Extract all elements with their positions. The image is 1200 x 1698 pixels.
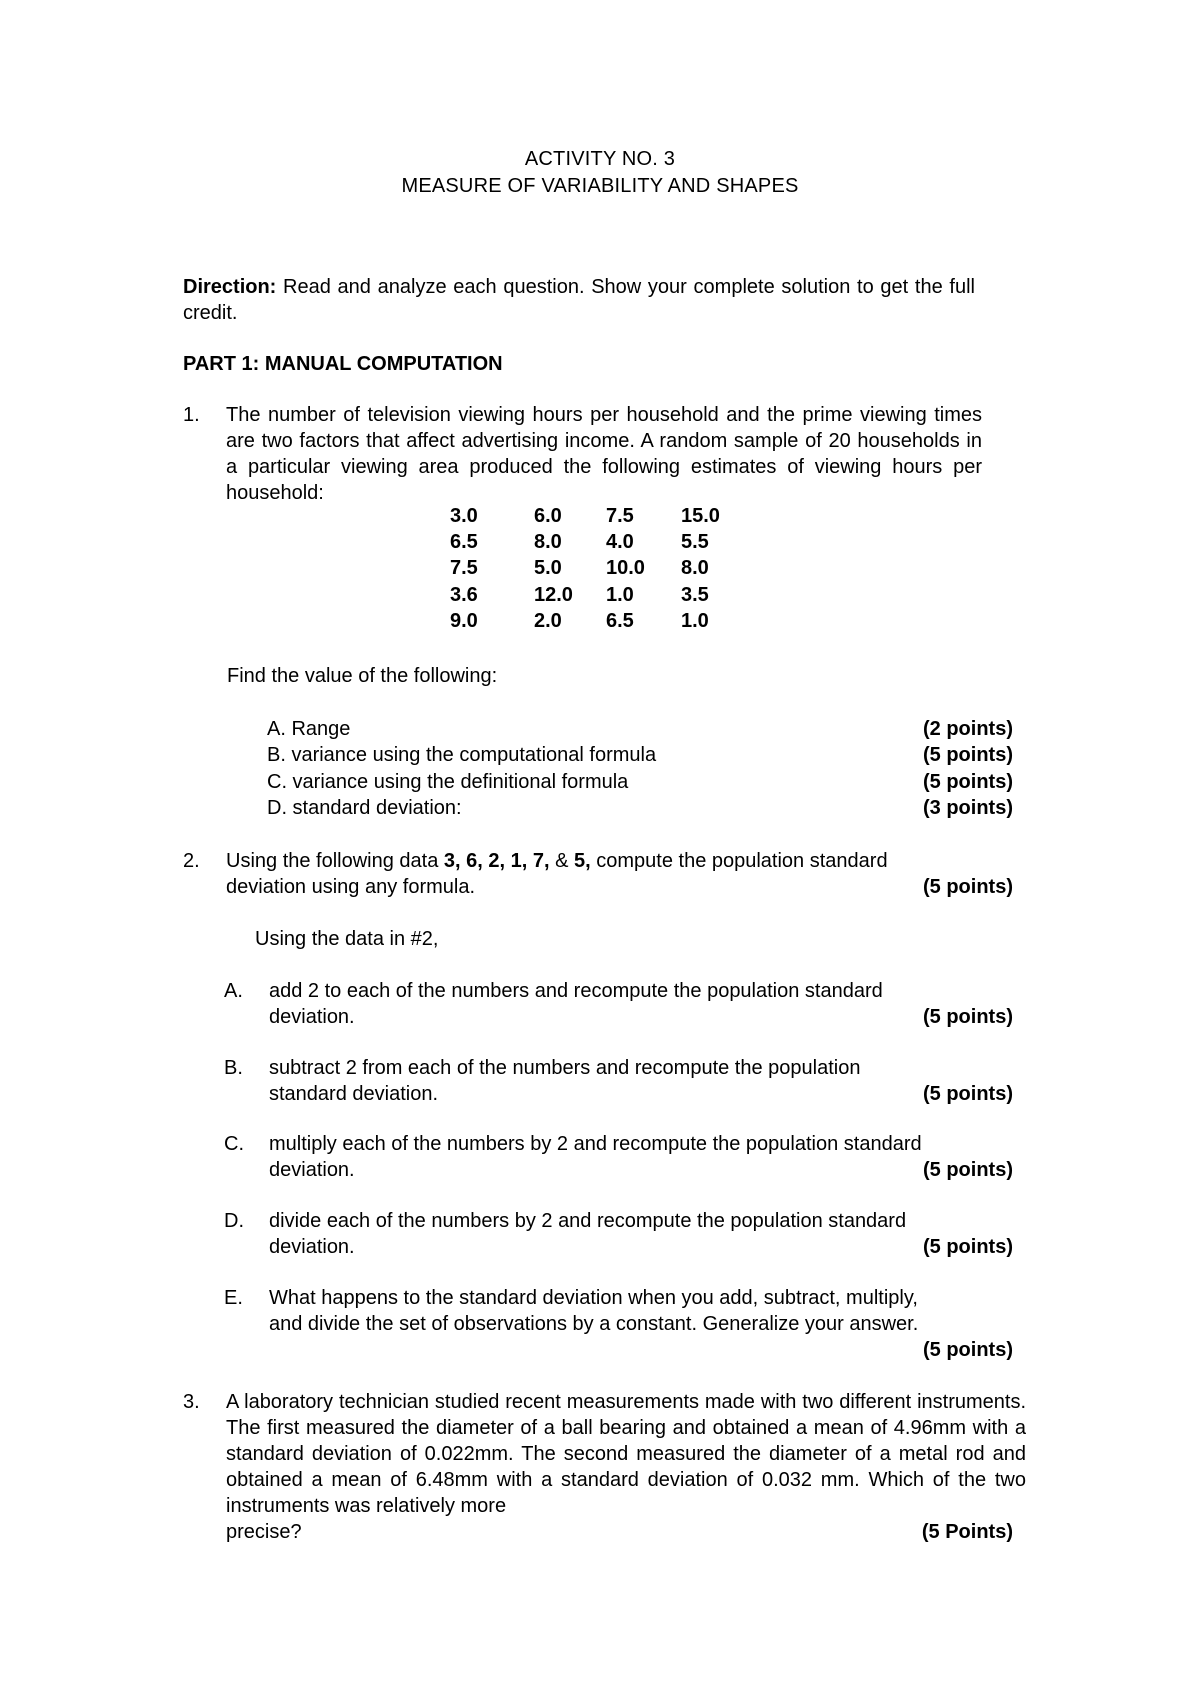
q2-sub-e-line2: and divide the set of observations by a constant. Generalize your answer. [269,1313,919,1335]
table-row: 3.6 12.0 1.0 3.5 [450,583,709,606]
table-row: 9.0 2.0 6.5 1.0 [450,609,709,632]
q2-sub-d-points: (5 points) [923,1236,1013,1258]
q2-sub-c-letter: C. [224,1133,244,1155]
direction-label: Direction: [183,276,277,298]
q3-text: A laboratory technician studied recent measurements made with two different instruments. The first measured the diameter of a ball bearing and obtained a mean of 4.96mm with a standard deviation of 0.022mm. The second measured the diameter of a metal rod and obtained a mean of 6.48mm with a standard deviation of 0.032 mm. Which of the two instruments was relatively more [226,1391,1026,1517]
q1-item-b: B. variance using the computational formula [267,744,657,766]
q1-item-a: A. Range [267,718,351,740]
q2-using-text: Using the data in #2, [255,928,439,950]
q1-item-a-points: (2 points) [923,718,1013,740]
q2-number: 2. [183,850,200,872]
q3-points: (5 Points) [921,1521,1013,1543]
q2-sub-e-letter: E. [224,1287,243,1309]
q2-text-line2: deviation using any formula. [226,876,476,898]
table-row: 6.5 8.0 4.0 5.5 [450,531,709,554]
q2-points: (5 points) [923,876,1013,898]
q2-sub-b-letter: B. [224,1057,243,1079]
q2-sub-e-line1: What happens to the standard deviation when you add, subtract, multiply, [269,1287,918,1309]
q2-sub-b-line2: standard deviation. [269,1083,439,1105]
q2-sub-a-points: (5 points) [923,1006,1013,1028]
q2-sub-d-letter: D. [224,1210,244,1232]
direction-paragraph [183,274,975,326]
q2-sub-b-points: (5 points) [923,1083,1013,1105]
direction-text: Read and analyze each question. Show your complete solution to get the full credit. [183,276,975,324]
q3-number: 3. [183,1391,200,1413]
viewing-hours-table [450,503,741,634]
q2-sub-e-points: (5 points) [923,1339,1013,1361]
activity-subtitle: MEASURE OF VARIABILITY AND SHAPES [401,175,799,197]
q2-sub-d-line1: divide each of the numbers by 2 and recompute the population standard [269,1210,907,1232]
q2-sub-c-points: (5 points) [923,1159,1013,1181]
q2-sub-a-line2: deviation. [269,1006,355,1028]
q2-sub-a-letter: A. [224,980,243,1002]
q1-number: 1. [183,404,200,426]
q2-sub-d-line2: deviation. [269,1236,355,1258]
q1-item-c-points: (5 points) [923,771,1013,793]
activity-title: ACTIVITY NO. 3 [524,148,676,170]
q2-sub-c-line2: deviation. [269,1159,355,1181]
q1-text: The number of television viewing hours per household and the prime viewing times are two factors that affect advertising income. A random sample of 20 households in a particular viewing area produced the following estimates of viewing hours per household: [226,404,982,504]
q1-item-d-points: (3 points) [923,797,1013,819]
q1-item-d: D. standard deviation: [267,797,462,819]
q2-sub-b-line1: subtract 2 from each of the numbers and recompute the population [269,1057,861,1079]
q2-data-values: 3, 6, 2, 1, 7, [443,850,550,872]
q2-sub-a-line1: add 2 to each of the numbers and recompute the population standard [269,980,883,1002]
q1-item-b-points: (5 points) [923,744,1013,766]
q1-find-text: Find the value of the following: [227,665,498,687]
q2-data-last: 5, [574,850,591,872]
table-row: 3.0 6.0 7.5 15.0 [450,505,720,527]
q2-sub-c-line1: multiply each of the numbers by 2 and recompute the population standard [269,1133,922,1155]
q2-text: Using the following data 3, 6, 2, 1, 7, & 5, compute the population standard [226,850,888,872]
q1-item-c: C. variance using the definitional formula [267,771,629,793]
table-row: 7.5 5.0 10.0 8.0 [450,557,709,580]
part1-heading: PART 1: MANUAL COMPUTATION [183,353,503,375]
q3-last-line: precise? [226,1521,302,1543]
